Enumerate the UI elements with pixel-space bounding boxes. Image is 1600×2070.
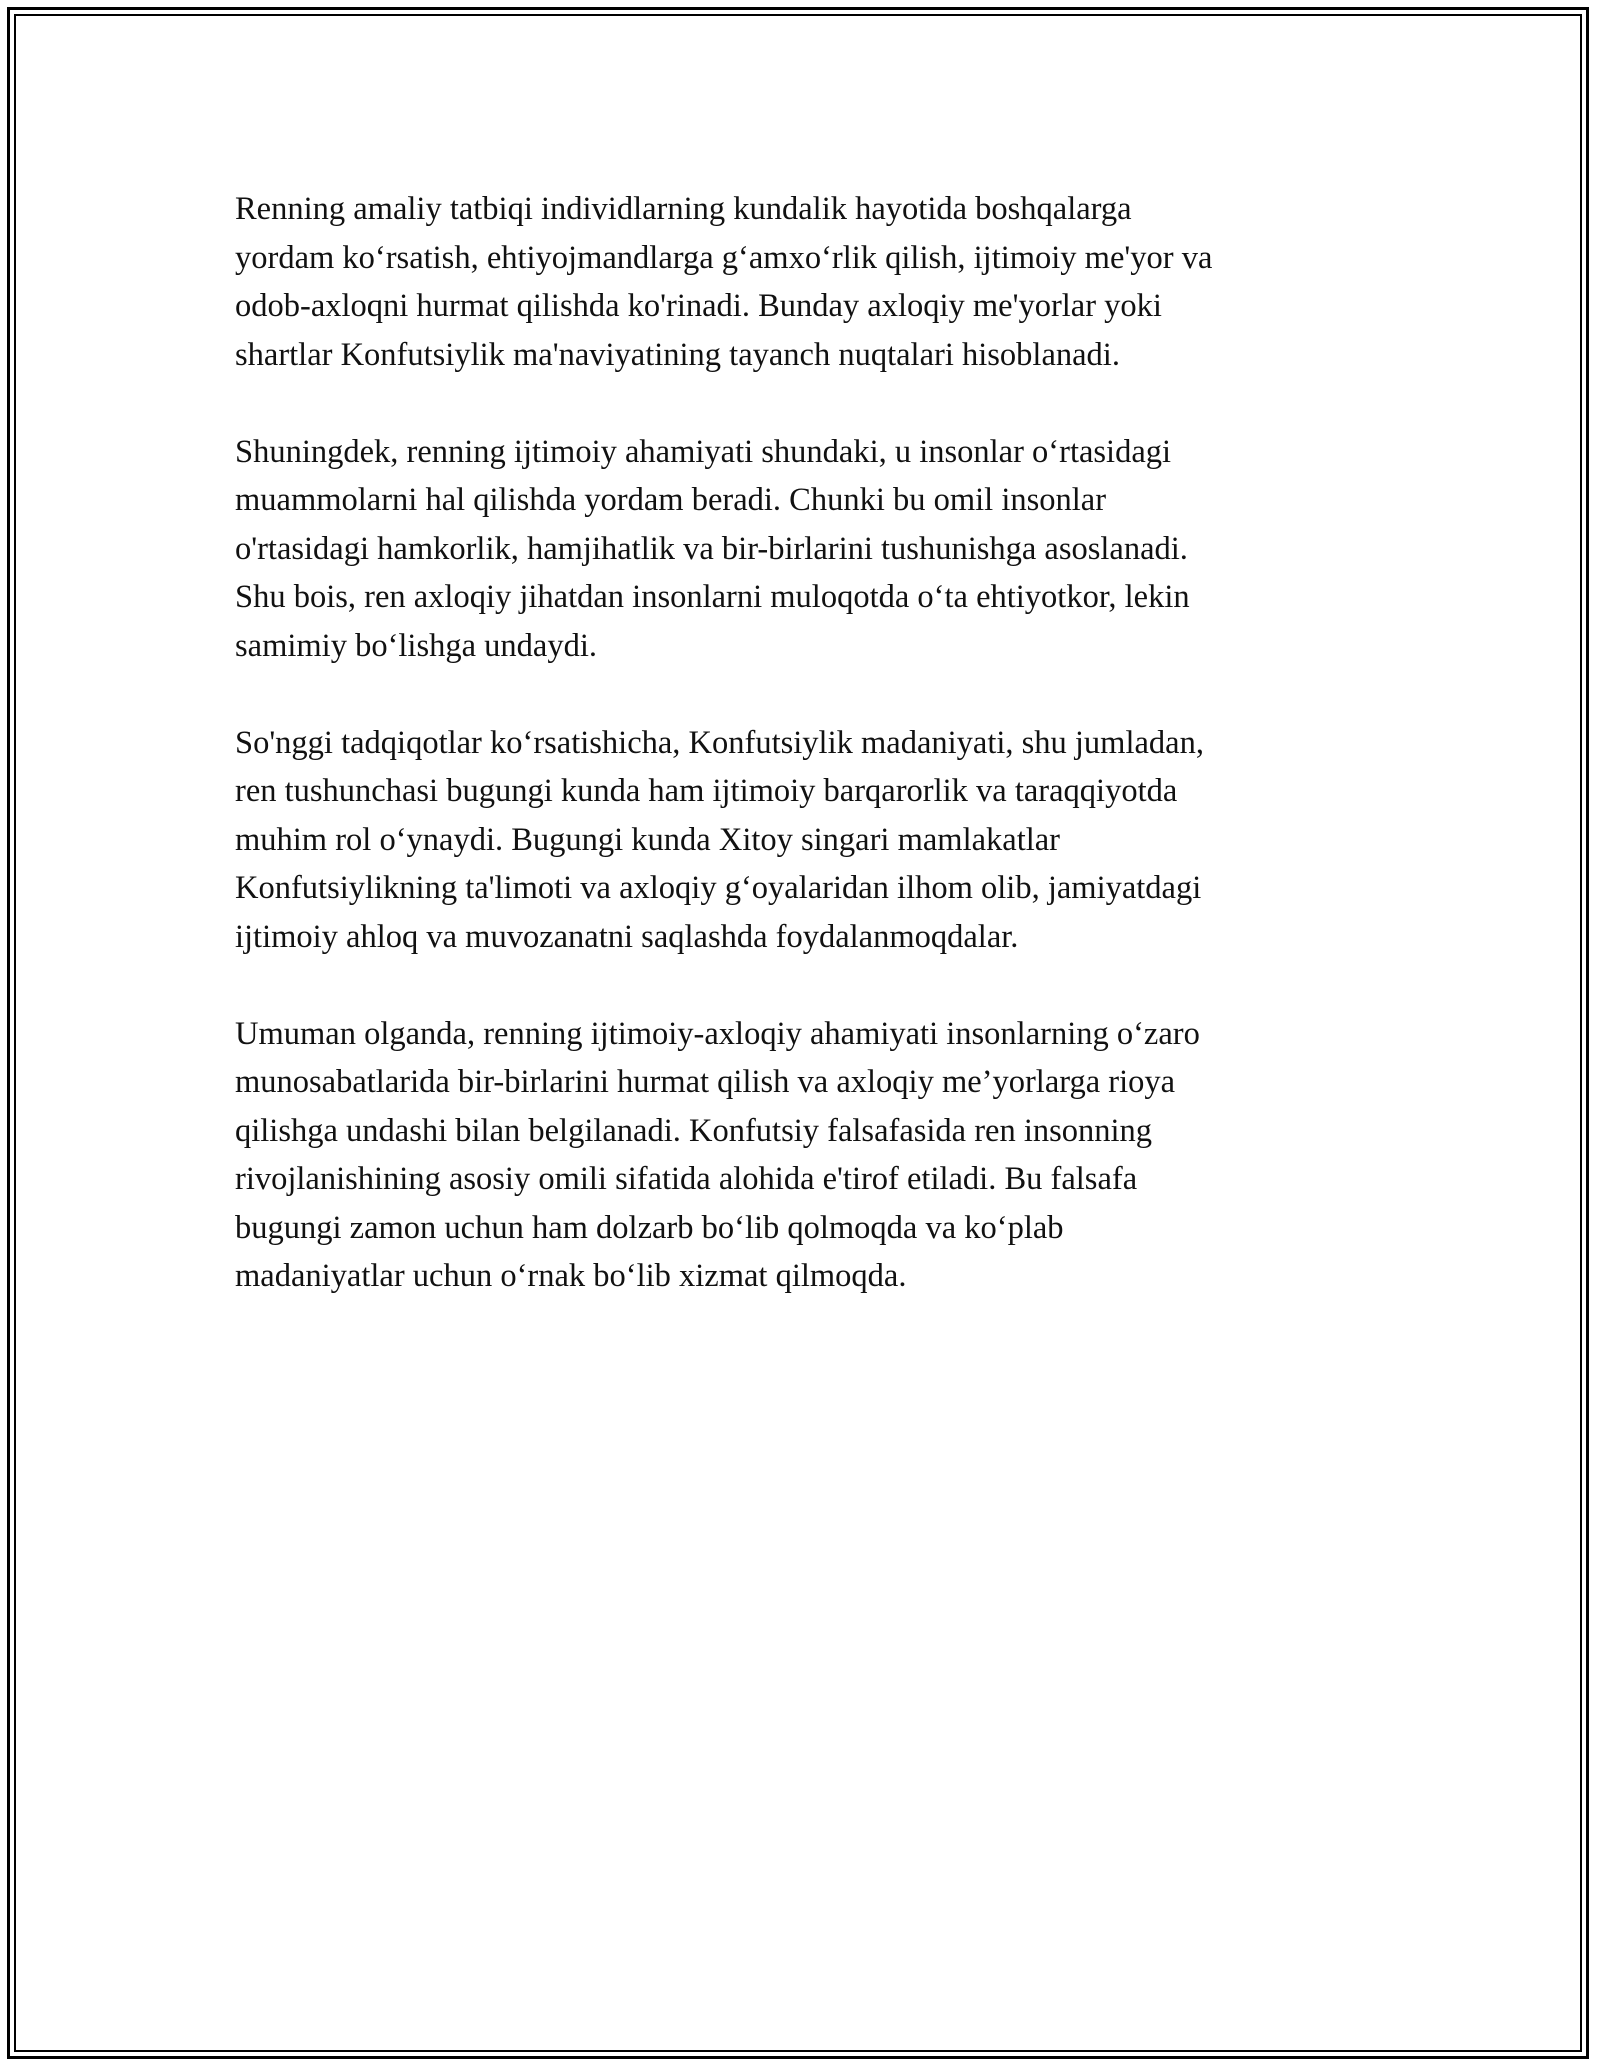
text-line: qilishga undashi bilan belgilanadi. Konfutsiy falsafasida ren insonning bbox=[235, 1112, 1153, 1149]
text-line: samimiy bo‘lishga undaydi. bbox=[235, 627, 597, 664]
paragraph-1 bbox=[235, 185, 1375, 379]
paragraph-2 bbox=[235, 428, 1375, 671]
text-line: bugungi zamon uchun ham dolzarb bo‘lib qolmoqda va ko‘plab bbox=[235, 1209, 1064, 1246]
text-line: odob-axloqni hurmat qilishda ko'rinadi. Bunday axloqiy me'yorlar yoki bbox=[235, 288, 1162, 324]
text-line: Shu bois, ren axloqiy jihatdan insonlarni muloqotda o‘ta ehtiyotkor, lekin bbox=[235, 579, 1190, 615]
paragraph-3 bbox=[235, 719, 1375, 962]
text-line: munosabatlarida bir-birlarini hurmat qilish va axloqiy me’yorlarga rioya bbox=[235, 1064, 1176, 1100]
text-line: ijtimoiy ahloq va muvozanatni saqlashda foydalanmoqdalar. bbox=[235, 918, 1019, 955]
text-line: muammolarni hal qilishda yordam beradi. Chunki bu omil insonlar bbox=[235, 482, 1107, 518]
text-line: rivojlanishining asosiy omili sifatida alohida e'tirof etiladi. Bu falsafa bbox=[235, 1161, 1138, 1197]
text-line: o'rtasidagi hamkorlik, hamjihatlik va bir-birlarini tushunishga asoslanadi. bbox=[235, 530, 1188, 567]
text-line: Shuningdek, renning ijtimoiy ahamiyati shundaki, u insonlar o‘rtasidagi bbox=[235, 433, 1172, 470]
text-line: Renning amaliy tatbiqi individlarning kundalik hayotida boshqalarga bbox=[235, 191, 1132, 227]
document-body bbox=[235, 185, 1375, 1349]
text-line: So'nggi tadqiqotlar ko‘rsatishicha, Konfutsiylik madaniyati, shu jumladan, bbox=[235, 724, 1204, 761]
text-line: shartlar Konfutsiylik ma'naviyatining tayanch nuqtalari hisoblanadi. bbox=[235, 336, 1120, 373]
text-line: Konfutsiylikning ta'limoti va axloqiy g‘oyalaridan ilhom olib, jamiyatdagi bbox=[235, 870, 1202, 906]
text-line: madaniyatlar uchun o‘rnak bo‘lib xizmat qilmoqda. bbox=[235, 1258, 907, 1294]
text-line: ren tushunchasi bugungi kunda ham ijtimoiy barqarorlik va taraqqiyotda bbox=[235, 773, 1178, 809]
text-line: Umuman olganda, renning ijtimoiy-axloqiy ahamiyati insonlarning o‘zaro bbox=[235, 1015, 1200, 1052]
text-line: yordam ko‘rsatish, ehtiyojmandlarga g‘amxo‘rlik qilish, ijtimoiy me'yor va bbox=[235, 239, 1213, 276]
paragraph-4 bbox=[235, 1010, 1375, 1301]
text-line: muhim rol o‘ynaydi. Bugungi kunda Xitoy singari mamlakatlar bbox=[235, 821, 1061, 858]
